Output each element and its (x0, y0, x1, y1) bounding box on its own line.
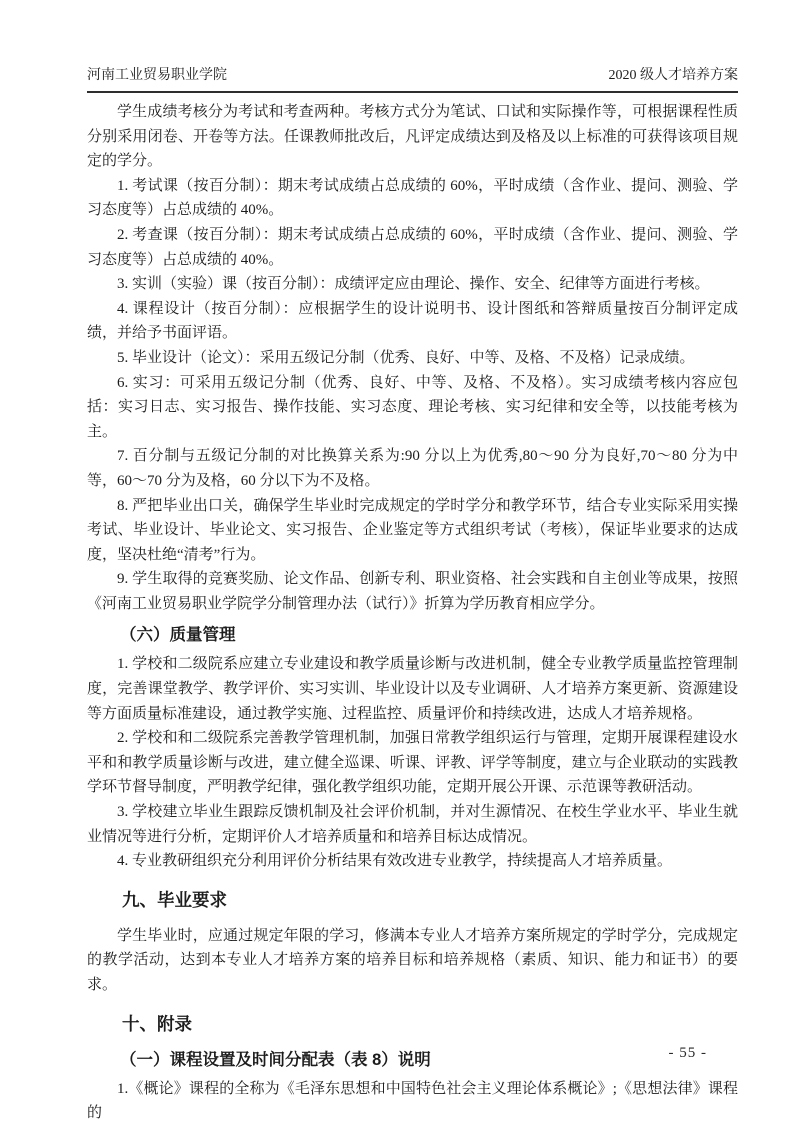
section-heading-graduation-requirements: 九、毕业要求 (122, 889, 227, 910)
page-header (87, 66, 738, 93)
assessment-item-3: 3. 实训（实验）课（按百分制）：成绩评定应由理论、操作、安全、纪律等方面进行考核。 (117, 276, 710, 293)
appendix-item-1: 1.《概论》课程的全称为《毛泽东思想和中国特色社会主义理论体系概论》;《思想法律》课程的 (87, 1080, 738, 1122)
intro-paragraph: 学生成绩考核分为考试和考查两种。考核方式分为笔试、口试和实际操作等，可根据课程性质分别采用闭卷、开卷等方法。任课教师批改后，凡评定成绩达到及格及以上标准的可获得该项目规定的学分。 (87, 104, 738, 170)
section-heading-appendix: 十、附录 (122, 1013, 192, 1034)
assessment-item-2: 2. 考查课（按百分制）：期末考试成绩占总成绩的 60%，平时成绩（含作业、提问、测验、学习态度等）占总成绩的 40%。 (87, 226, 738, 268)
assessment-item-7: 7. 百分制与五级记分制的对比换算关系为:90 分以上为优秀,80～90 分为良好,70～80 分为中等，60～70 分为及格，60 分以下为不及格。 (87, 448, 738, 489)
quality-item-1: 1. 学校和二级院系应建立专业建设和教学质量诊断与改进机制，健全专业教学质量监控管理制度，完善课堂教学、教学评价、实习实训、毕业设计以及专业调研、人才培养方案更新、资源建设等方面质量标准建设，通过教学实施、过程监控、质量评价和持续改进，达成人才培养规格。 (87, 656, 738, 722)
quality-item-4: 4. 专业教研组织充分利用评价分析结果有效改进专业教学，持续提高人才培养质量。 (117, 853, 673, 870)
page-number: - 55 - (668, 1045, 707, 1061)
assessment-item-1: 1. 考试课（按百分制）：期末考试成绩占总成绩的 60%，平时成绩（含作业、提问、测验、学习态度等）占总成绩的 40%。 (87, 177, 738, 219)
assessment-item-8: 8. 严把毕业出口关，确保学生毕业时完成规定的学时学分和教学环节，结合专业实际采用实操考试、毕业设计、毕业论文、实习报告、企业鉴定等方式组织考试（考核），保证毕业要求的达成度，坚决杜绝“清考”行为。 (87, 497, 738, 563)
assessment-item-5: 5. 毕业设计（论文）：采用五级记分制（优秀、良好、中等、及格、不及格）记录成绩。 (117, 349, 695, 366)
appendix-sub-heading-course-table-notes: （一）课程设置及时间分配表（表 8）说明 (120, 1050, 431, 1069)
section-heading-quality-management: （六）质量管理 (120, 626, 236, 645)
assessment-item-4: 4. 课程设计（按百分制）：应根据学生的设计说明书、设计图纸和答辩质量按百分制评定成绩，并给予书面评语。 (87, 300, 738, 342)
quality-item-2: 2. 学校和和二级院系完善教学管理机制，加强日常教学组织运行与管理，定期开展课程建设水平和和教学质量诊断与改进，建立健全巡课、听课、评教、评学等制度，建立与企业联动的实践教学环节督导制度，严明教学纪律，强化教学组织功能，定期开展公开课、示范课等教研活动。 (87, 730, 738, 796)
quality-item-3: 3. 学校建立毕业生跟踪反馈机制及社会评价机制，并对生源情况、在校生学业水平、毕业生就业情况等进行分析，定期评价人才培养质量和和培养目标达成情况。 (87, 804, 738, 845)
graduation-paragraph: 学生毕业时，应通过规定年限的学习，修满本专业人才培养方案所规定的学时学分，完成规定的教学活动，达到本专业人才培养方案的培养目标和培养规格（素质、知识、能力和证书）的要求。 (87, 927, 738, 993)
header-school-name: 河南工业贸易职业学院 (87, 68, 227, 83)
header-doc-title: 2020 级人才培养方案 (608, 68, 738, 83)
page-footer (669, 1045, 708, 1062)
assessment-item-6: 6. 实习：可采用五级记分制（优秀、良好、中等、及格、不及格）。实习成绩考核内容应包括：实习日志、实习报告、操作技能、实习态度、理论考核、实习纪律和安全等，以技能考核为主。 (87, 374, 738, 440)
document-body (87, 100, 738, 1122)
assessment-item-9: 9. 学生取得的竞赛奖励、论文作品、创新专利、职业资格、社会实践和自主创业等成果，按照《河南工业贸易职业学院学分制管理办法（试行）》折算为学历教育相应学分。 (87, 571, 738, 612)
